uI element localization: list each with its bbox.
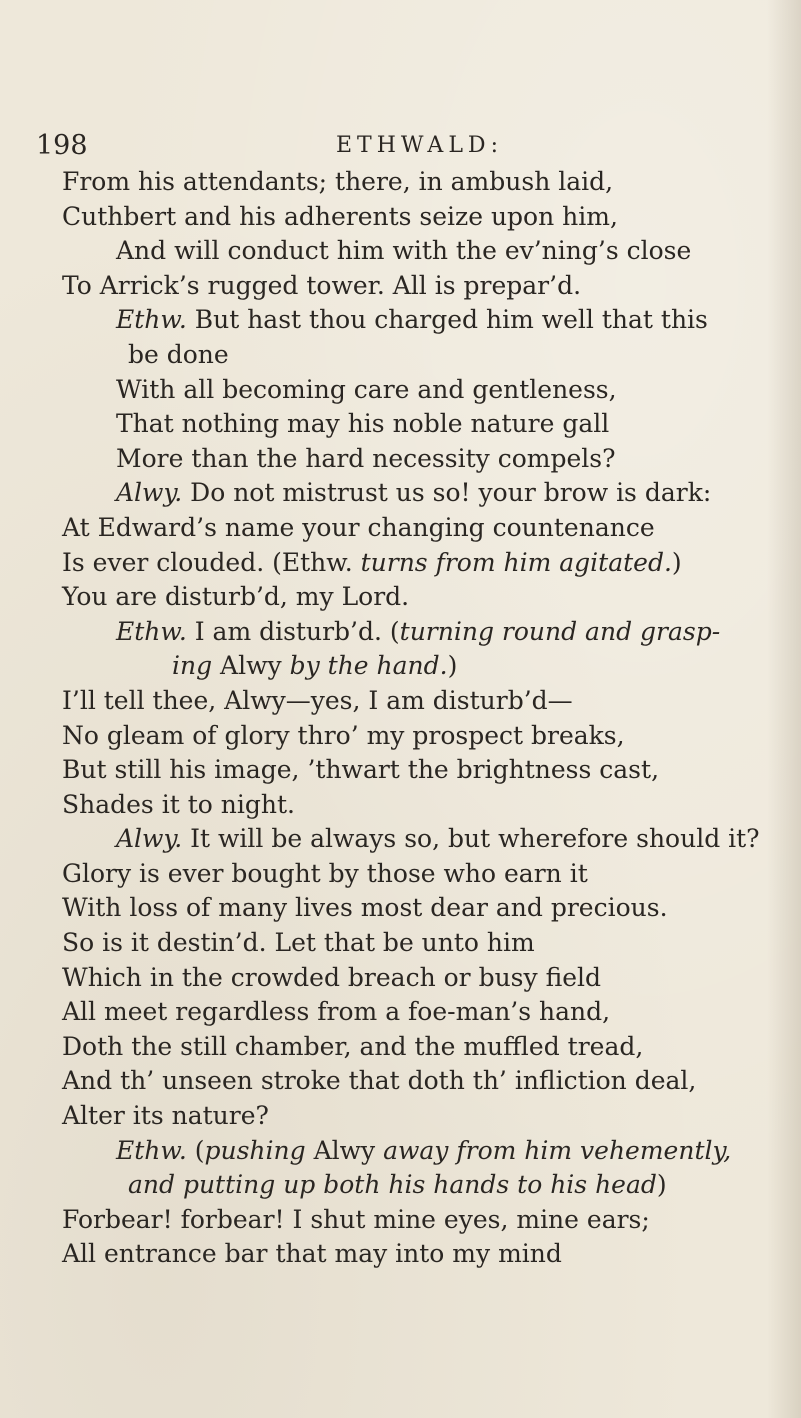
speaker-name: Ethw. (116, 305, 187, 335)
speaker-name: Alwy. (116, 478, 183, 508)
page-number: 198 (36, 130, 88, 161)
verse-line: I’ll tell thee, Alwy—yes, I am disturb’d— (62, 685, 573, 715)
speech-line: Ethw. But hast thou charged him well that this (116, 305, 708, 335)
verse-line: Which in the crowded breach or busy field (62, 962, 602, 992)
verse-line: All meet regardless from a foe-man’s hand, (62, 997, 611, 1027)
verse-line: Forbear! forbear! I shut mine eyes, mine ears; (62, 1204, 650, 1234)
speech-line: Alwy. Do not mistrust us so! your brow is dark: (116, 478, 712, 508)
verse-line: At Edward’s name your changing countenance (62, 512, 655, 542)
stage-direction: pushing (204, 1135, 306, 1165)
verse-line: That nothing may his noble nature gall (116, 409, 610, 439)
verse-line: And will conduct him with the ev’ning’s close (116, 236, 692, 266)
verse-line: Alter its nature? (62, 1101, 269, 1131)
verse-line: Doth the still chamber, and the muffled tread, (62, 1031, 644, 1061)
running-head: ETHWALD: (336, 133, 503, 158)
stage-direction: turning round and grasp- (399, 616, 721, 646)
verse-line: be done (128, 339, 229, 369)
stage-direction: turns from him agitated. (360, 547, 672, 577)
verse-line: Cuthbert and his adherents seize upon him, (62, 201, 618, 231)
verse-line: Is ever clouded. (Ethw. turns from him agitated.) (62, 547, 682, 577)
verse-line: Glory is ever bought by those who earn it (62, 858, 588, 888)
verse-line: You are disturb’d, my Lord. (62, 582, 410, 612)
speech-line: Ethw. (pushing Alwy away from him vehemently, (116, 1135, 732, 1165)
speaker-name: Alwy. (116, 824, 183, 854)
verse-line: And th’ unseen stroke that doth th’ infliction deal, (62, 1066, 697, 1096)
verse-line: More than the hard necessity compels? (116, 443, 616, 473)
verse-line: All entrance bar that may into my mind (62, 1239, 562, 1269)
page-header (36, 126, 656, 166)
verse-line: So is it destin’d. Let that be unto him (62, 928, 535, 958)
speaker-name: Ethw. (116, 616, 187, 646)
verse-line: With loss of many lives most dear and precious. (62, 893, 668, 923)
verse-line: With all becoming care and gentleness, (116, 374, 617, 404)
speech-line: Alwy. It will be always so, but wherefore should it? (116, 824, 760, 854)
stage-direction-line: ing Alwy by the hand.) (172, 651, 458, 681)
verse-line: But still his image, ’thwart the brightness cast, (62, 755, 660, 785)
speaker-name: Ethw. (116, 1135, 187, 1165)
verse-line: To Arrick’s rugged tower. All is prepar’d. (62, 270, 582, 300)
speech-line: Ethw. I am disturb’d. (turning round and grasp- (116, 616, 721, 646)
verse-line: No gleam of glory thro’ my prospect breaks, (62, 720, 625, 750)
stage-direction-line: and putting up both his hands to his head) (128, 1170, 667, 1200)
verse-line: From his attendants; there, in ambush laid, (62, 167, 614, 196)
verse-text (0, 165, 801, 1272)
verse-line: Shades it to night. (62, 789, 295, 819)
